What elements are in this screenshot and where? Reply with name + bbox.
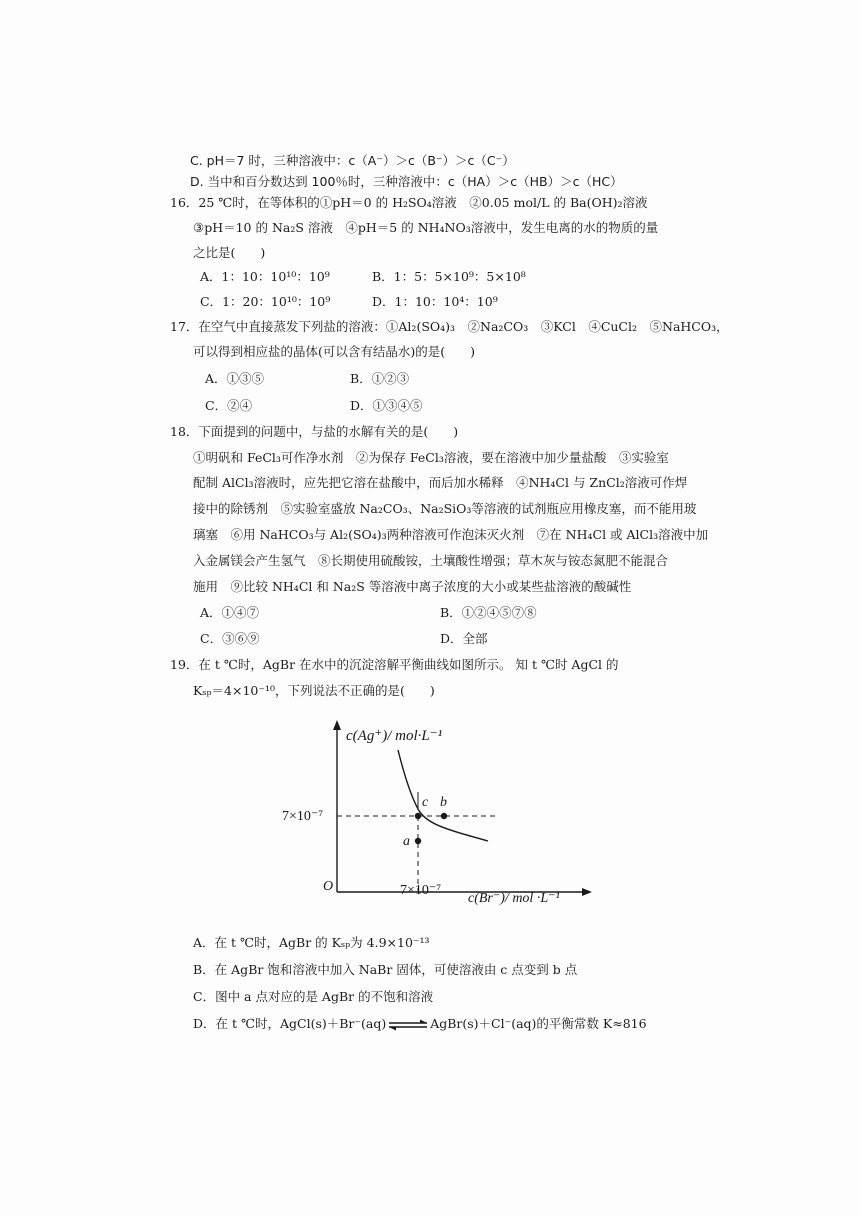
point-a-dot (415, 838, 421, 844)
q16-option-d: D．1：10：10⁴：10⁹ (372, 294, 498, 309)
point-b-label: b (440, 795, 447, 810)
q18-stem-line5: 璃塞 ⑥用 NaHCO₃与 Al₂(SO₄)₃两种溶液可作泡沫灭火剂 ⑦在 NH₄Cl 或 AlCl₃溶液中加 (193, 527, 709, 542)
q18-stem-line3: 配制 AlCl₃溶液时，应先把它溶在盐酸中，而后加水稀释 ④NH₄Cl 与 ZnCl₂溶液可作焊 (193, 475, 688, 490)
q19-option-d-left: D．在 t ℃时，AgCl(s)＋Br⁻(aq) (193, 1016, 387, 1031)
q18-stem-line6: 入金属镁会产生氢气 ⑧长期使用硫酸铵，土壤酸性增强；草木灰与铵态氮肥不能混合 (193, 553, 669, 568)
origin-label: O (323, 879, 334, 894)
q16-stem-line1: 16．25 ℃时，在等体积的①pH＝0 的 H₂SO₄溶液 ②0.05 mol/L 的 Ba(OH)₂溶液 (170, 195, 648, 210)
x-tick-label: 7×10⁻⁷ (400, 883, 442, 898)
q18-option-a: A．①④⑦ (200, 605, 260, 620)
q19-option-d-right: AgBr(s)＋Cl⁻(aq)的平衡常数 K≈816 (430, 1016, 647, 1031)
q16-option-b: B．1：5：5×10⁹：5×10⁸ (372, 269, 526, 284)
q16-option-c: C．1：20：10¹⁰：10⁹ (200, 294, 331, 309)
q19-option-a: A．在 t ℃时，AgBr 的 Kₛₚ为 4.9×10⁻¹³ (193, 935, 430, 950)
q15-option-d: D. 当中和百分数达到 100％时，三种溶液中：c（HA）＞c（HB）＞c（HC） (190, 174, 623, 189)
equilibrium-arrow-icon (387, 1019, 429, 1031)
q19-stem-line1: 19．在 t ℃时，AgBr 在水中的沉淀溶解平衡曲线如图所示。 知 t ℃时 AgCl 的 (170, 657, 619, 672)
q17-stem-line2: 可以得到相应盐的晶体(可以含有结晶水)的是( ) (193, 344, 476, 359)
q18-stem-line7: 施用 ⑨比较 NH₄Cl 和 Na₂S 等溶液中离子浓度的大小或某些盐溶液的酸碱性 (193, 579, 632, 594)
q19-option-c: C．图中 a 点对应的是 AgBr 的不饱和溶液 (193, 989, 434, 1004)
q19-option-b: B．在 AgBr 饱和溶液中加入 NaBr 固体，可使溶液由 c 点变到 b 点 (193, 962, 578, 977)
q17-option-c: C．②④ (205, 398, 253, 413)
y-tick-label: 7×10⁻⁷ (282, 809, 324, 824)
q18-stem-line1: 18．下面提到的问题中，与盐的水解有关的是( ) (170, 424, 459, 439)
point-a-label: a (403, 834, 410, 849)
q19-option-d (193, 1015, 647, 1033)
point-c-dot (415, 813, 421, 819)
q17-option-a: A．①③⑤ (205, 371, 265, 386)
q19-stem-line2: Kₛₚ＝4×10⁻¹⁰，下列说法不正确的是( ) (193, 683, 435, 698)
y-axis-label: c(Ag⁺)/ mol·L⁻¹ (346, 728, 443, 744)
point-c-label: c (422, 795, 429, 810)
q17-option-d: D．①③④⑤ (350, 398, 423, 413)
q17-stem-line1: 17．在空气中直接蒸发下列盐的溶液：①Al₂(SO₄)₃ ②Na₂CO₃ ③KCl ④CuCl₂ ⑤NaHCO₃， (170, 319, 729, 334)
q17-option-b: B．①②③ (350, 371, 410, 386)
q18-stem-line2: ①明矾和 FeCl₃可作净水剂 ②为保存 FeCl₃溶液，要在溶液中加少量盐酸 ③实验室 (193, 450, 669, 465)
y-axis-arrow (333, 720, 341, 730)
q18-option-b: B．①②④⑤⑦⑧ (440, 605, 537, 620)
q16-option-a: A．1：10：10¹⁰：10⁹ (200, 269, 330, 284)
q18-option-c: C．③⑥⑨ (200, 631, 260, 646)
q16-stem-line2: ③pH＝10 的 Na₂S 溶液 ④pH＝5 的 NH₄NO₃溶液中，发生电离的水的物质的量 (193, 220, 659, 235)
q18-option-d: D．全部 (440, 631, 488, 646)
q18-stem-line4: 接中的除锈剂 ⑤实验室盛放 Na₂CO₃、Na₂SiO₃等溶液的试剂瓶应用橡皮塞，而不能用玻 (193, 501, 697, 516)
ksp-curve-figure (270, 712, 610, 912)
x-axis-label: c(Br⁻)/ mol ·L⁻¹ (468, 891, 560, 906)
q16-stem-line3: 之比是( ) (193, 245, 266, 260)
x-axis-arrow (582, 888, 592, 896)
q15-option-c: C. pH＝7 时，三种溶液中：c（A⁻）＞c（B⁻）＞c（C⁻） (190, 153, 515, 168)
point-b-dot (441, 813, 447, 819)
